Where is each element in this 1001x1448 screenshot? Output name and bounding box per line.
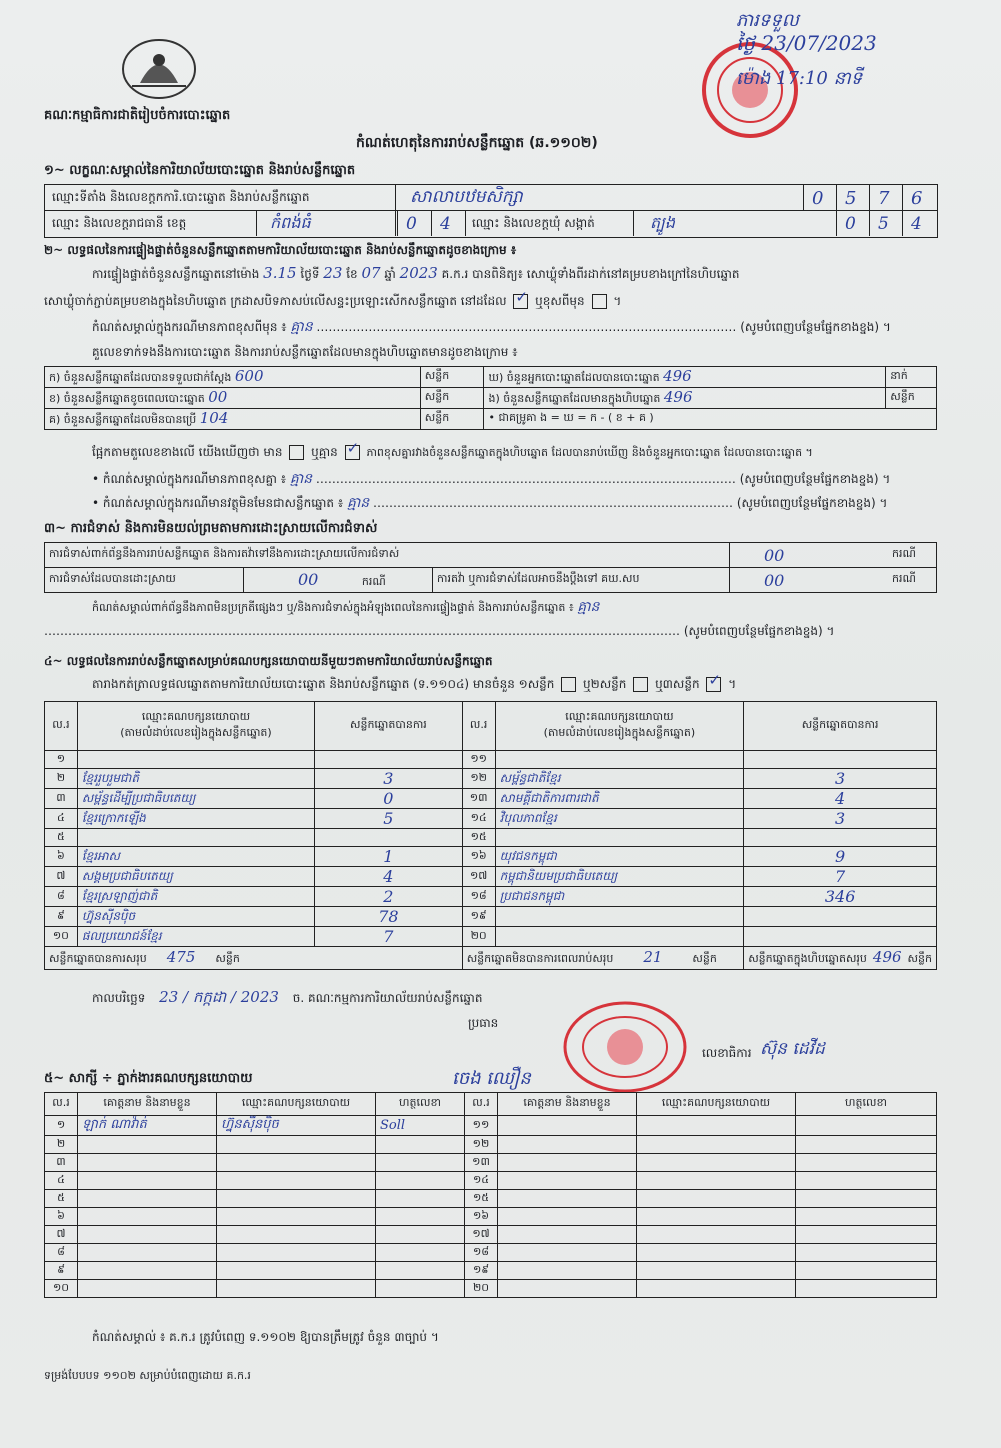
witness-signature <box>376 1172 465 1190</box>
party-no: ១៤ <box>462 809 495 829</box>
table-row <box>45 1280 937 1298</box>
seal-paragraph: សោឃ្លុំចាក់ភ្ជាប់គម្របខាងក្នុងនៃហិបឆ្នោត ក្រដាសបិទភាសប់លើសន្ទះប្រឡោះសើកសន្លឹកឆ្នោត នៅដដែល ✓ ឬខុសពីមុន ។ <box>44 288 622 308</box>
witness-party <box>217 1226 376 1244</box>
witness-signature <box>376 1136 465 1154</box>
station-code-digit-4: 6 <box>911 188 923 209</box>
party-name: វិបុលភាពខ្មែរ <box>495 809 744 829</box>
witness-no: ១៤ <box>465 1172 498 1190</box>
section1-row1-label: ឈ្មោះទីតាំង និងលេខក្ដកការិ.បោះឆ្នោត និងរាប់សន្លឹកឆ្នោត <box>52 190 310 204</box>
province-code-digit-1: 0 <box>406 214 417 234</box>
chair-label: ប្រធាន <box>468 1016 499 1030</box>
party-votes: 1 <box>315 847 463 867</box>
witness-party <box>637 1226 796 1244</box>
witness-name <box>78 1280 217 1298</box>
party-no: ៥ <box>45 829 78 847</box>
table-row <box>45 847 937 867</box>
station-code-digit-2: 5 <box>845 188 857 209</box>
verification-day: 23 <box>323 264 343 282</box>
received-date: ថ្ងៃ 23/07/2023 <box>736 31 877 55</box>
table-row <box>45 927 937 947</box>
witness-signature <box>376 1190 465 1208</box>
party-votes: 7 <box>315 927 463 947</box>
party-no: ២ <box>45 769 78 789</box>
witness-name <box>78 1244 217 1262</box>
witness-signature <box>376 1244 465 1262</box>
party-no: ១១ <box>462 751 495 769</box>
received-label: ភារទទួល <box>736 10 799 31</box>
party-name: សង្គមប្រជាធិបតេយ្យ <box>77 867 314 887</box>
party-votes: 346 <box>744 887 937 907</box>
witness-signature <box>376 1280 465 1298</box>
witness-party <box>637 1116 796 1136</box>
witness-party <box>217 1172 376 1190</box>
signing-date-line: កាលបរិច្ឆេទ 23 / កក្កដា / 2023 ច. គណៈកម្មការការិយាល័យរាប់សន្លឹកឆ្នោត <box>92 988 483 1006</box>
witness-signature <box>796 1116 937 1136</box>
witness-party <box>637 1208 796 1226</box>
commune-code-digit-3: 4 <box>911 214 922 234</box>
party-name: សាមគ្គីជាតិការពារជាតិ <box>495 789 744 809</box>
party-votes: 5 <box>315 809 463 829</box>
party-no: ១ <box>45 751 78 769</box>
witness-no: ៥ <box>45 1190 78 1208</box>
section1-title: ១~ លក្ខណៈសម្គាល់នៃការិយាល័យបោះឆ្នោត និងរាប់សន្លឹកឆ្នោត <box>44 163 356 178</box>
party-name: ហ្វ៊ុនស៊ីនប៉ិច <box>77 907 314 927</box>
party-no: ១៣ <box>462 789 495 809</box>
witness-no: ៧ <box>45 1226 78 1244</box>
witness-party <box>217 1136 376 1154</box>
witness-no: ១១ <box>465 1116 498 1136</box>
verification-year: 2023 <box>399 264 438 282</box>
witness-name <box>498 1154 637 1172</box>
checkbox-icon-1-sheet[interactable] <box>561 677 576 692</box>
verification-month: 07 <box>361 264 381 282</box>
witness-party <box>637 1136 796 1154</box>
party-votes: 3 <box>744 809 937 829</box>
party-name: ខ្មែរស្រឡាញ់ជាតិ <box>77 887 314 907</box>
section1-row2-label: ឈ្មោះ និងលេខក្ដរាជធានី ខេត្ត <box>52 216 187 230</box>
party-name: ខ្មែរអាស <box>77 847 314 867</box>
table-row <box>45 809 937 829</box>
witness-no: ១៩ <box>465 1262 498 1280</box>
table-header-row: ល.រ ឈ្មោះគណបក្សនយោបាយ (តាមលំដាប់លេខរៀងក្នុងសន្លឹកឆ្នោត) សន្លឹកឆ្នោតបានការ ល.រ ឈ្មោះគណបក្សនយោបាយ (តាមលំដាប់លេខរៀងក្នុងសន្លឹកឆ្នោត) សន្លឹកឆ្នោតបានការ <box>45 702 937 751</box>
witness-signature <box>796 1190 937 1208</box>
witness-signature <box>796 1280 937 1298</box>
section2-title: ២~ លទ្ធផលនៃការផ្ទៀងផ្ទាត់ចំនួនសន្លឹកឆ្នោតតាមការិយាល័យបោះឆ្នោត និងរាប់សន្លឹកឆ្នោតដូចខាងក្រោម ៖ <box>44 243 517 257</box>
party-votes: 78 <box>315 907 463 927</box>
party-votes <box>744 829 937 847</box>
witness-party <box>217 1190 376 1208</box>
table-row <box>45 1136 937 1154</box>
witness-no: ៦ <box>45 1208 78 1226</box>
witness-party <box>217 1262 376 1280</box>
party-votes: 4 <box>315 867 463 887</box>
witness-name <box>498 1208 637 1226</box>
commune-label: ឈ្មោះ និងលេខក្ដឃុំ សង្កាត់ <box>472 216 595 230</box>
table-row <box>45 1116 937 1136</box>
witness-name <box>498 1244 637 1262</box>
witness-no: ៩ <box>45 1262 78 1280</box>
org-name: គណៈកម្មាធិការជាតិរៀបចំការបោះឆ្នោត <box>44 108 231 123</box>
party-votes <box>744 751 937 769</box>
received-time: ម៉ោង 17:10 នាទី <box>736 68 863 89</box>
party-votes <box>744 927 937 947</box>
chair-signature: ចេង ឈឿន <box>452 1068 531 1089</box>
commune-code-digit-2: 5 <box>878 214 889 234</box>
witness-no: ២០ <box>465 1280 498 1298</box>
table-row <box>45 867 937 887</box>
witness-name: ឡាក់ ណាវ៉ាត់ <box>78 1116 217 1136</box>
table-row: ខ) ចំនួនសន្លឹកឆ្នោតខូចពេលបោះឆ្នោត 00 សន្លឹក ង) ចំនួនសន្លឹកឆ្នោតដែលមានក្នុងហិបឆ្នោត 496 សន្លឹក <box>45 388 937 409</box>
station-code-digit-1: 0 <box>812 188 824 209</box>
party-no: ១៨ <box>462 887 495 907</box>
table-row: គ) ចំនួនសន្លឹកឆ្នោតដែលមិនបានប្រើ 104 សន្លឹក • ជាគម្រូគា ង = ឃ = ក - ( ខ + គ ) <box>45 409 937 430</box>
table-row: ការជំទាស់ពាក់ព័ន្ធនឹងការរាប់សន្លឹកឆ្នោត និងការតវ៉ាទៅនឹងការដោះស្រាយលើការជំទាស់ 00 ករណី <box>45 543 937 568</box>
figures-intro: គួលេខទាក់ទងនឹងការបោះឆ្នោត និងការរាប់សន្លឹកឆ្នោតដែលមានក្នុងហិបឆ្នោតមានដូចខាងក្រោម ៖ <box>92 345 518 359</box>
totals-row: សន្លឹកឆ្នោតបានការសរុប 475 សន្លឹក សន្លឹកឆ្នោតមិនបានការពេលរាប់សរុប 21 សន្លឹក សន្លឹកឆ្នោតក្នុងហិបឆ្នោតសរុប 496 សន្លឹក <box>45 947 937 970</box>
checkbox-icon-2-sheets[interactable] <box>633 677 648 692</box>
witness-party <box>217 1244 376 1262</box>
checkbox-icon-changed[interactable] <box>592 294 607 309</box>
party-name <box>495 751 744 769</box>
checkbox-icon-has-difference[interactable] <box>289 445 304 460</box>
table-row <box>45 887 937 907</box>
witness-name <box>78 1136 217 1154</box>
witness-name <box>498 1190 637 1208</box>
section3-title: ៣~ ការជំទាស់ និងការមិនយល់ព្រមតាមការដោះស្រាយលើការជំទាស់ <box>44 521 378 536</box>
bullet-note-2: • កំណត់សម្គាល់ក្នុងករណីមានវត្ថុមិនមែនជាសន្លឹកឆ្នោត ៖ គ្មាន ……………………………………………………………………………… (សូមបំពេញបន្ថែមផ្នែកខាងខ្នង) ។ <box>92 495 888 511</box>
verification-time: 3.15 <box>263 264 297 282</box>
witness-party <box>637 1262 796 1280</box>
party-no: ៩ <box>45 907 78 927</box>
party-no: ៧ <box>45 867 78 887</box>
table-row <box>45 1190 937 1208</box>
objection-note-line: …………………………………………………………………………………………………………………………………………… (សូមបំពេញបន្ថែមផ្នែកខាងខ្នង) ។ <box>44 624 835 638</box>
table-row: ការជំទាស់ដែលបានដោះស្រាយ 00 ករណី ការតវ៉ា ឬការជំទាស់ដែលអាចនឹងប្ដឹងទៅ គឃ.សប 00 ករណី <box>45 568 937 593</box>
party-name: កម្ពុជានិយមប្រជាធិបតេយ្យ <box>495 867 744 887</box>
checkbox-icon-unchanged[interactable]: ✓ <box>513 294 528 309</box>
sheet-count-line: តារាងកត់ត្រាលទ្ធផលឆ្នោតតាមការិយាល័យបោះឆ្នោត និងរាប់សន្លឹកឆ្នោត (ទ.១១០៤) មានចំនួន ១សន្លឹក ឬ២សន្លឹក ឬ៣សន្លឹក ✓ ។ <box>92 671 737 691</box>
party-no: ១៧ <box>462 867 495 887</box>
witness-name <box>78 1172 217 1190</box>
witness-signature <box>796 1208 937 1226</box>
bullet-note-1: • កំណត់សម្គាល់ក្នុងករណីមានភាពខុសគ្នា ៖ គ្មាន …………………………………………………………………………………………… (សូមបំពេញបន្ថែមផ្នែកខាងខ្នង) ។ <box>92 471 891 487</box>
party-name <box>77 829 314 847</box>
difference-check-line: ផ្អែកតាមតួលេខខាងលើ យើងឃើញថា មាន ឬគ្មាន ✓ ភាពខុសគ្នារវាងចំនួនសន្លឹកឆ្នោតក្នុងហិបឆ្នោត ដែលបានរាប់ឃើញ និងចំនួនអ្នកបោះឆ្នោត ដែលបានបោះឆ្នោត ។ <box>92 439 813 459</box>
ballot-figures-table <box>44 366 937 430</box>
table-row <box>45 829 937 847</box>
table-row <box>45 1154 937 1172</box>
party-name <box>495 907 744 927</box>
party-votes <box>315 751 463 769</box>
party-name: ផលប្រយោជន៍ខ្មែរ <box>77 927 314 947</box>
form-note: កំណត់សម្គាល់ ៖ គ.ក.រ ត្រូវបំពេញ ទ.១១០២ ឱ្យបានត្រឹមត្រូវ ចំនួន ៣ច្បាប់ ។ <box>92 1330 439 1344</box>
witness-party <box>637 1244 796 1262</box>
witness-no: ៣ <box>45 1154 78 1172</box>
party-name: សម្ព័ន្ធដើម្បីប្រជាធិបតេយ្យ <box>77 789 314 809</box>
party-no: ១០ <box>45 927 78 947</box>
party-no: ៤ <box>45 809 78 829</box>
secretary-label: លេខាធិការ <box>702 1046 752 1060</box>
secretary-signature: ស៊ុន ដេវីដ <box>760 1039 825 1059</box>
form-title: កំណត់ហេតុនៃការរាប់សន្លឹកឆ្នោត (ឆ.១១០២) <box>356 135 598 151</box>
party-no: ១២ <box>462 769 495 789</box>
witness-name <box>498 1226 637 1244</box>
commune-name: ត្បូង <box>650 213 676 232</box>
station-code-digit-3: 7 <box>878 188 890 209</box>
section5-title: ៥~ សាក្សី ÷ ភ្នាក់ងារគណបក្សនយោបាយ <box>44 1071 253 1086</box>
witness-name <box>498 1280 637 1298</box>
table-row: ក) ចំនួនសន្លឹកឆ្នោតដែលបានទទួលជាក់ស្ដែង 600 សន្លឹក ឃ) ចំនួនអ្នកបោះឆ្នោតដែលបានបោះឆ្នោត 496 នាក់ <box>45 367 937 388</box>
witness-no: ១០ <box>45 1280 78 1298</box>
party-no: ៦ <box>45 847 78 867</box>
witness-name <box>498 1116 637 1136</box>
witness-no: ២ <box>45 1136 78 1154</box>
witness-no: ១២ <box>465 1136 498 1154</box>
party-name <box>495 829 744 847</box>
party-votes: 2 <box>315 887 463 907</box>
party-no: ២០ <box>462 927 495 947</box>
party-name: យុវជនកម្ពុជា <box>495 847 744 867</box>
table-row <box>45 751 937 769</box>
table-row <box>45 1226 937 1244</box>
witness-no: ១ <box>45 1116 78 1136</box>
party-votes <box>315 829 463 847</box>
witness-name <box>498 1262 637 1280</box>
witness-name <box>78 1190 217 1208</box>
witness-signature <box>796 1262 937 1280</box>
checkbox-icon-no-difference[interactable]: ✓ <box>345 445 360 460</box>
party-no: ៣ <box>45 789 78 809</box>
verification-paragraph: ការផ្ទៀងផ្ទាត់ចំនួនសន្លឹកឆ្នោតនៅម៉ោង 3.15 ថ្ងៃទី 23 ខែ 07 ឆ្នាំ 2023 គ.ក.រ បានពិនិត្យ៖ សោឃ្លុំទាំងពីរដាក់នៅគម្របខាងក្រៅនៃហិបឆ្នោត <box>92 264 740 282</box>
table-row <box>45 1172 937 1190</box>
party-name: ខ្មែររួបរួមជាតិ <box>77 769 314 789</box>
witness-no: ៤ <box>45 1172 78 1190</box>
table-row <box>45 907 937 927</box>
objection-note: កំណត់សម្គាល់ពាក់ព័ន្ធនឹងភាពមិនប្រក្រតីផ្សេងៗ ឬ/និងការជំទាស់ក្នុងអំឡុងពេលនៃការផ្ទៀងផ្ទាត់ និងការរាប់សន្លឹកឆ្នោត ៖ គ្មាន <box>92 599 600 615</box>
party-votes: 7 <box>744 867 937 887</box>
witness-signature <box>376 1154 465 1172</box>
commune-code-digit-1: 0 <box>845 214 856 234</box>
witness-signature <box>796 1226 937 1244</box>
witness-party <box>637 1190 796 1208</box>
witness-no: ១៦ <box>465 1208 498 1226</box>
party-no: ១៦ <box>462 847 495 867</box>
witness-signature <box>796 1172 937 1190</box>
form-footer: ទម្រង់បែបបទ ១១០២ សម្រាប់បំពេញដោយ គ.ក.រ <box>44 1369 251 1382</box>
party-votes: 4 <box>744 789 937 809</box>
table-row <box>45 1244 937 1262</box>
witness-signature <box>376 1208 465 1226</box>
province-name: កំពង់ធំ <box>270 213 311 232</box>
table-row <box>45 789 937 809</box>
section1-row1-value: សាលាបឋមសិក្សា <box>410 187 523 207</box>
witness-party <box>637 1280 796 1298</box>
table-row <box>45 769 937 789</box>
witness-party <box>217 1280 376 1298</box>
witness-name <box>78 1262 217 1280</box>
province-code-digit-2: 4 <box>440 214 451 234</box>
party-results-table <box>44 701 937 970</box>
party-name: ខ្មែរក្រោកឡើង <box>77 809 314 829</box>
witness-signature: Soll <box>376 1116 465 1136</box>
official-stamp-icon <box>560 1000 690 1095</box>
party-no: ១៥ <box>462 829 495 847</box>
witness-party <box>217 1154 376 1172</box>
witness-party <box>217 1208 376 1226</box>
witness-name <box>78 1154 217 1172</box>
witness-party: ហ្វ៊ុនស៊ីនប៉ិច <box>217 1116 376 1136</box>
witness-signature <box>376 1226 465 1244</box>
party-votes: 3 <box>315 769 463 789</box>
section4-title: ៤~ លទ្ធផលនៃការរាប់សន្លឹកឆ្នោតសម្រាប់គណបក្សនយោបាយនីមួយៗតាមការិយាល័យរាប់សន្លឹកឆ្នោត <box>44 654 493 668</box>
witness-party <box>637 1172 796 1190</box>
witness-party <box>637 1154 796 1172</box>
witness-no: ១៨ <box>465 1244 498 1262</box>
party-name <box>77 751 314 769</box>
party-name <box>495 927 744 947</box>
objection-table <box>44 542 937 593</box>
party-votes: 3 <box>744 769 937 789</box>
witness-name <box>498 1172 637 1190</box>
witness-no: ១៥ <box>465 1190 498 1208</box>
witness-no: ៨ <box>45 1244 78 1262</box>
table-row <box>45 1262 937 1280</box>
checkbox-icon-3-sheets[interactable]: ✓ <box>706 677 721 692</box>
witness-no: ១៣ <box>465 1154 498 1172</box>
party-name: ប្រជាជនកម្ពុជា <box>495 887 744 907</box>
national-emblem-icon <box>120 38 198 100</box>
witness-no: ១៧ <box>465 1226 498 1244</box>
witness-name <box>78 1226 217 1244</box>
table-row <box>45 1208 937 1226</box>
witness-signature <box>376 1262 465 1280</box>
witness-signature <box>796 1154 937 1172</box>
witness-signature <box>796 1244 937 1262</box>
party-votes: 0 <box>315 789 463 809</box>
witness-signature <box>796 1136 937 1154</box>
witness-name <box>498 1136 637 1154</box>
party-votes <box>744 907 937 927</box>
witness-name <box>78 1208 217 1226</box>
witness-table <box>44 1092 937 1298</box>
party-votes: 9 <box>744 847 937 867</box>
party-no: ៨ <box>45 887 78 907</box>
table-header-row: ល.រ គោត្តនាម និងនាមខ្លួន ឈ្មោះគណបក្សនយោបាយ ហត្ថលេខា ល.រ គោត្តនាម និងនាមខ្លួន ឈ្មោះគណបក្សនយោបាយ ហត្ថលេខា <box>45 1093 937 1116</box>
party-name: សម្ព័ន្ធជាតិខ្មែរ <box>495 769 744 789</box>
party-no: ១៩ <box>462 907 495 927</box>
difference-note: កំណត់សម្គាល់ក្នុងករណីមានភាពខុសពីមុន ៖ គ្មាន …………………………………………………………………………………………… (សូមបំពេញបន្ថែមផ្នែកខាងខ្នង) ។ <box>92 319 891 335</box>
